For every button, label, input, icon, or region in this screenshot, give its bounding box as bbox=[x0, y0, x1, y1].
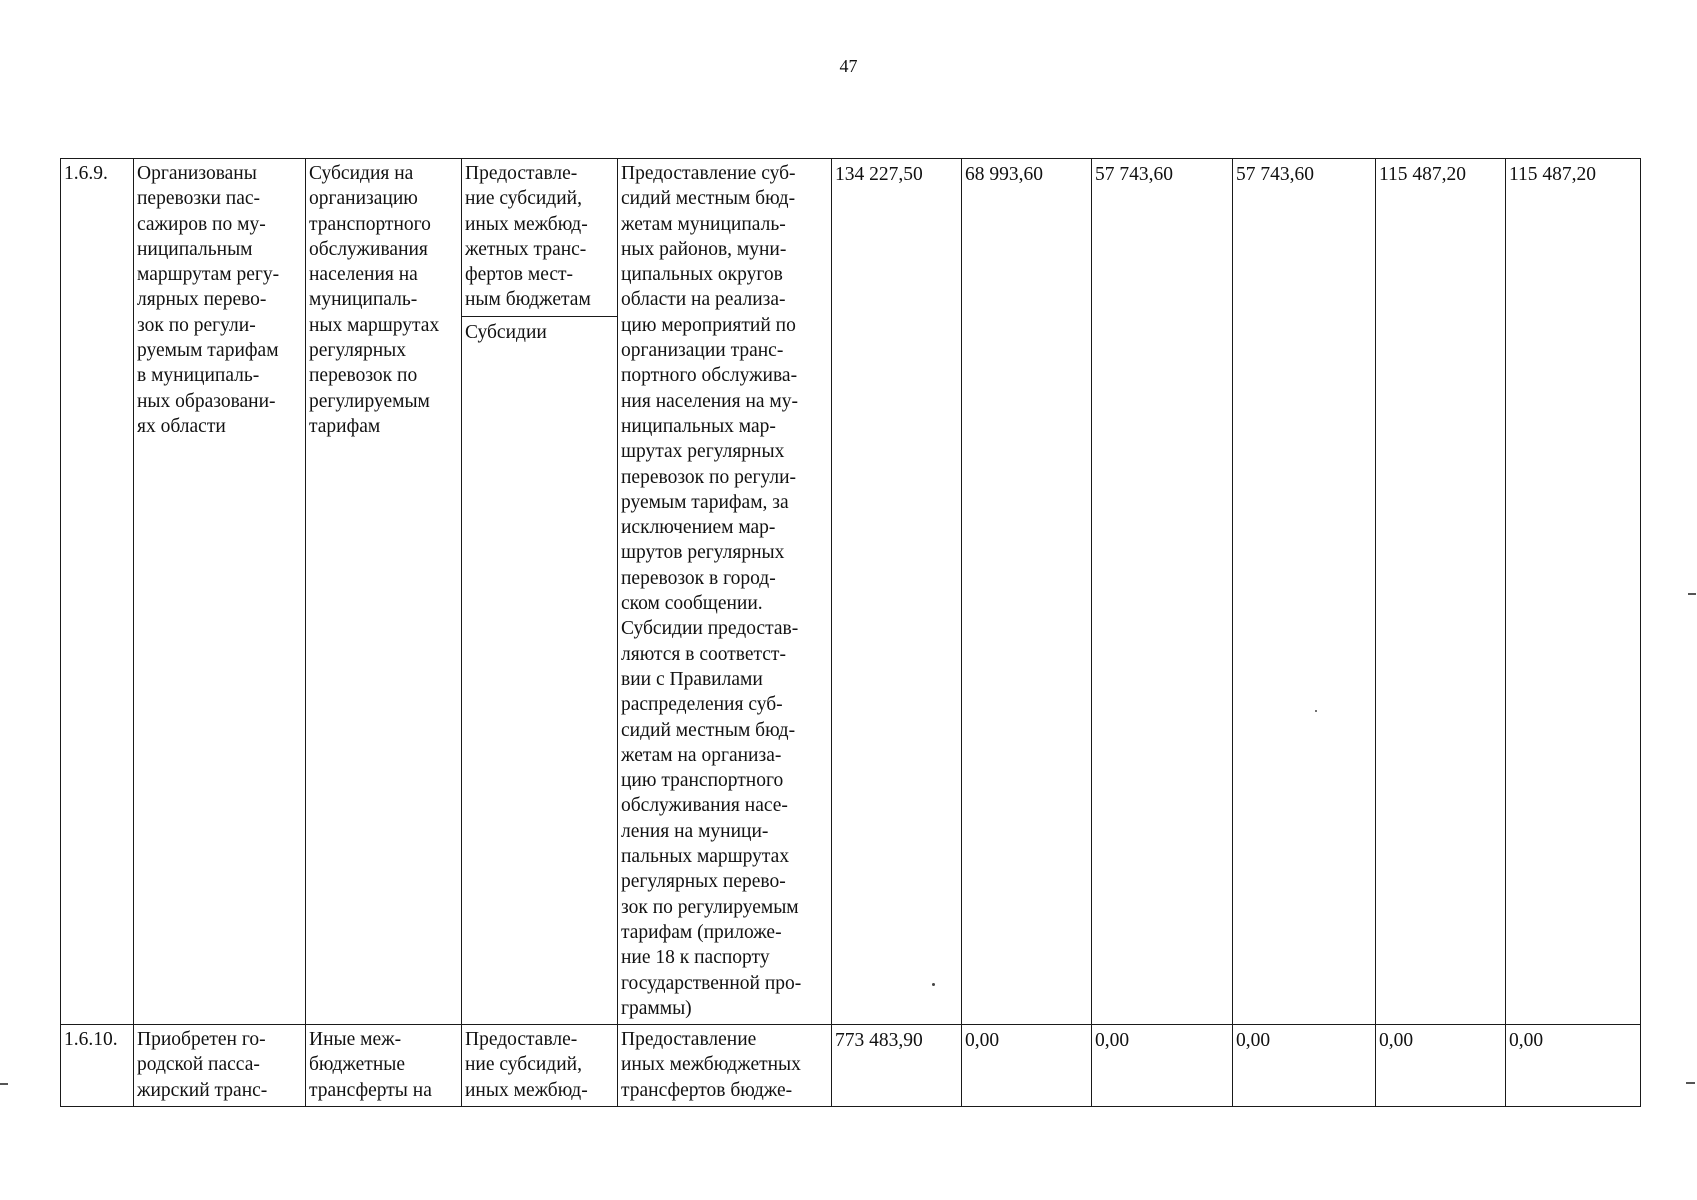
result-line: ях области bbox=[137, 415, 226, 437]
measure-cell bbox=[462, 159, 618, 1025]
amount-cell bbox=[962, 1025, 1092, 1107]
measure-line: иных межбюд- bbox=[465, 213, 588, 235]
amount-value: 57 743,60 bbox=[1236, 164, 1314, 185]
description-cell bbox=[618, 159, 832, 1025]
result-line: лярных перево- bbox=[137, 289, 267, 311]
result-line: сажиров по му- bbox=[137, 213, 266, 235]
description-line: сидий местным бюд- bbox=[621, 188, 796, 210]
description-cell bbox=[618, 1025, 832, 1107]
measure-line: жетных транс- bbox=[465, 238, 587, 260]
description-line: перевозок в город- bbox=[621, 567, 776, 589]
transfer-type-line: организацию bbox=[309, 188, 418, 210]
result-line: ных образовани- bbox=[137, 390, 276, 412]
description-line: цию мероприятий по bbox=[621, 314, 796, 336]
amount-value: 0,00 bbox=[1379, 1030, 1414, 1052]
result-line: родской пасса- bbox=[137, 1054, 260, 1076]
description-line: ципальных округов bbox=[621, 264, 783, 286]
description-line: ляются в соответст- bbox=[621, 643, 786, 665]
description-line: жетам муниципаль- bbox=[621, 213, 786, 235]
page-number: 47 bbox=[839, 56, 858, 76]
description-line: шрутов регулярных bbox=[621, 542, 785, 564]
amount-value: 134 227,50 bbox=[835, 164, 923, 185]
result-line: руемым тарифам bbox=[137, 340, 279, 362]
result-line: маршрутам регу- bbox=[137, 264, 280, 286]
amount-cell bbox=[1506, 159, 1641, 1025]
measure-cell bbox=[462, 1025, 618, 1107]
amount-value: 57 743,60 bbox=[1095, 164, 1173, 185]
description-line: Предоставление bbox=[621, 1029, 757, 1051]
measure-line: ние субсидий, bbox=[465, 188, 582, 210]
row-number-cell bbox=[61, 159, 134, 1025]
table-row bbox=[61, 1025, 1641, 1107]
measure-type: Субсидии bbox=[465, 321, 547, 343]
measure-line: ным бюджетам bbox=[465, 289, 591, 311]
transfer-type-cell bbox=[306, 159, 462, 1025]
result-line: Организованы bbox=[137, 163, 257, 184]
result-line: в муниципаль- bbox=[137, 365, 260, 387]
result-line: ниципальным bbox=[137, 238, 253, 260]
result-line: перевозки пас- bbox=[137, 188, 261, 210]
description-line: руемым тарифам, за bbox=[621, 491, 789, 513]
result-line: жирский транс- bbox=[137, 1079, 268, 1101]
description-line: трансфертов бюдже- bbox=[621, 1079, 793, 1101]
description-line: иных межбюджетных bbox=[621, 1054, 801, 1076]
amount-value: 0,00 bbox=[1509, 1030, 1544, 1052]
description-line: сидий местным бюд- bbox=[621, 719, 796, 741]
description-line: пальных маршрутах bbox=[621, 846, 790, 868]
description-line: ниципальных мар- bbox=[621, 415, 776, 437]
result-line: зок по регули- bbox=[137, 314, 256, 336]
amount-value: 0,00 bbox=[1236, 1030, 1271, 1052]
description-line: ния населения на му- bbox=[621, 390, 799, 412]
transfer-type-cell bbox=[306, 1025, 462, 1107]
transfer-type-line: Иные меж- bbox=[309, 1029, 402, 1051]
transfer-type-line: регулярных bbox=[309, 340, 407, 362]
transfer-type-line: населения на bbox=[309, 264, 418, 286]
transfer-type-line: Субсидия на bbox=[309, 163, 414, 184]
description-line: вии с Правилами bbox=[621, 668, 763, 690]
description-line: тарифам (приложе- bbox=[621, 921, 782, 943]
scan-speck bbox=[1315, 710, 1317, 712]
scan-edge-mark bbox=[1688, 593, 1696, 595]
description-line: ние 18 к паспорту bbox=[621, 947, 770, 969]
scan-edge-mark bbox=[1686, 1082, 1695, 1084]
transfer-type-line: трансферты на bbox=[309, 1079, 432, 1101]
measure-line: Предоставле- bbox=[465, 1029, 578, 1051]
measure-line: Предоставле- bbox=[465, 163, 578, 184]
transfer-type-line: перевозок по bbox=[309, 365, 418, 387]
amount-cell bbox=[1092, 159, 1233, 1025]
amount-value: 115 487,20 bbox=[1379, 164, 1467, 185]
scan-speck bbox=[932, 983, 935, 986]
description-line: Предоставление суб- bbox=[621, 163, 796, 184]
transfer-type-line: регулируемым bbox=[309, 390, 430, 412]
result-line: Приобретен го- bbox=[137, 1029, 266, 1051]
description-line: ском сообщении. bbox=[621, 593, 763, 615]
description-line: области на реализа- bbox=[621, 289, 786, 311]
description-line: граммы) bbox=[621, 997, 692, 1019]
amount-cell bbox=[832, 1025, 962, 1107]
scan-edge-mark bbox=[0, 1083, 8, 1085]
transfer-type-line: тарифам bbox=[309, 415, 381, 437]
amount-cell bbox=[1233, 159, 1376, 1025]
amount-cell bbox=[1506, 1025, 1641, 1107]
budget-table bbox=[60, 158, 1641, 1107]
amount-value: 0,00 bbox=[1095, 1030, 1130, 1052]
row-number: 1.6.10. bbox=[64, 1029, 118, 1051]
transfer-type-line: бюджетные bbox=[309, 1054, 406, 1076]
description-line: жетам на организа- bbox=[621, 744, 782, 766]
description-line: Субсидии предостав- bbox=[621, 618, 799, 640]
amount-cell bbox=[1233, 1025, 1376, 1107]
measure-subcell bbox=[462, 161, 617, 317]
result-cell bbox=[134, 1025, 306, 1107]
amount-cell bbox=[1376, 159, 1506, 1025]
transfer-type-line: муниципаль- bbox=[309, 289, 418, 311]
description-line: государственной про- bbox=[621, 972, 802, 994]
transfer-type-line: обслуживания bbox=[309, 238, 428, 260]
measure-line: фертов мест- bbox=[465, 264, 574, 286]
table-row bbox=[61, 159, 1641, 1025]
amount-value: 773 483,90 bbox=[835, 1030, 923, 1052]
amount-value: 0,00 bbox=[965, 1030, 1000, 1052]
description-line: регулярных перево- bbox=[621, 871, 786, 893]
measure-line: ние субсидий, bbox=[465, 1054, 582, 1076]
amount-cell bbox=[1092, 1025, 1233, 1107]
measure-line: иных межбюд- bbox=[465, 1079, 588, 1101]
row-number-cell bbox=[61, 1025, 134, 1107]
description-line: ных районов, муни- bbox=[621, 238, 787, 260]
result-cell bbox=[134, 159, 306, 1025]
description-line: организации транс- bbox=[621, 340, 784, 362]
amount-cell bbox=[962, 159, 1092, 1025]
amount-value: 68 993,60 bbox=[965, 164, 1043, 185]
description-line: исключением мар- bbox=[621, 517, 776, 539]
description-line: зок по регулируемым bbox=[621, 896, 799, 918]
transfer-type-line: ных маршрутах bbox=[309, 314, 440, 336]
row-number: 1.6.9. bbox=[64, 163, 108, 184]
description-line: портного обслужива- bbox=[621, 365, 798, 387]
amount-cell bbox=[1376, 1025, 1506, 1107]
description-line: распределения суб- bbox=[621, 694, 783, 716]
description-line: перевозок по регули- bbox=[621, 466, 797, 488]
description-line: ления на муници- bbox=[621, 820, 769, 842]
amount-cell bbox=[832, 159, 962, 1025]
transfer-type-line: транспортного bbox=[309, 213, 431, 235]
description-line: обслуживания насе- bbox=[621, 795, 788, 817]
description-line: цию транспортного bbox=[621, 770, 784, 792]
amount-value: 115 487,20 bbox=[1509, 164, 1597, 185]
description-line: шрутах регулярных bbox=[621, 441, 785, 463]
